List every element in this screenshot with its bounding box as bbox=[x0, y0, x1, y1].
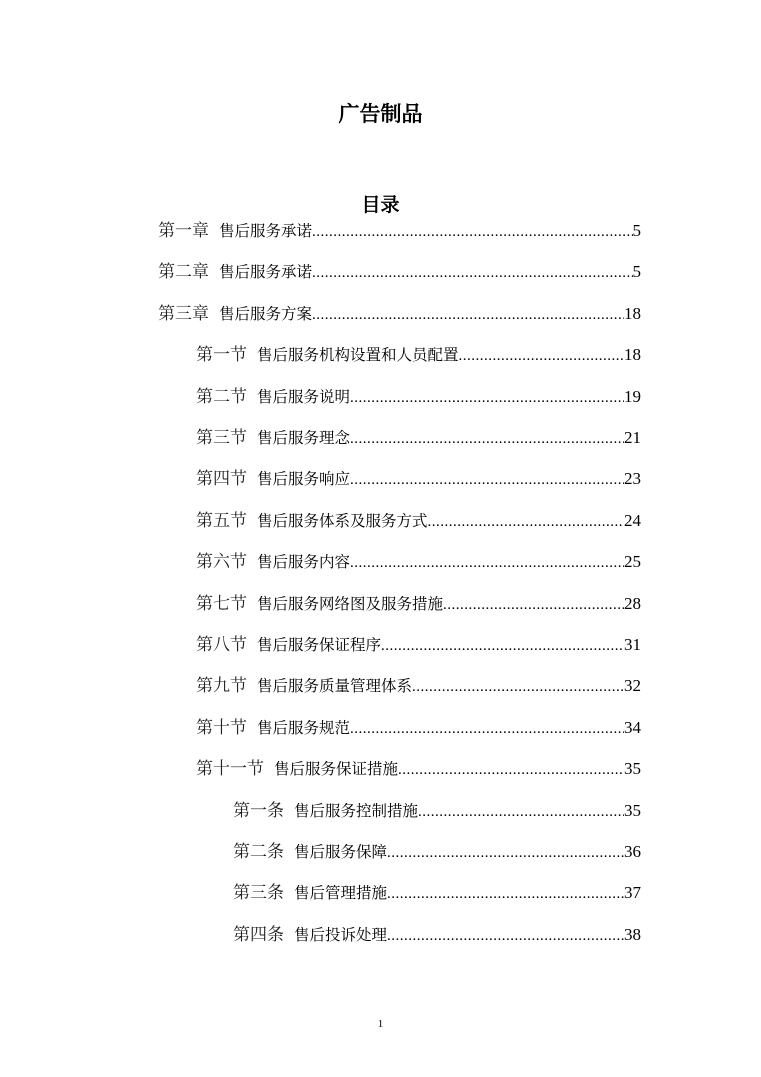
toc-entry-page: 32 bbox=[624, 676, 641, 696]
toc-entry[interactable] bbox=[233, 799, 641, 823]
toc-leader-dots bbox=[428, 510, 624, 534]
toc-entry-title: 售后服务理念 bbox=[257, 429, 351, 447]
toc-entry-page: 28 bbox=[624, 593, 641, 613]
toc-leader-dots bbox=[350, 427, 624, 451]
toc-entry-page: 35 bbox=[624, 759, 641, 779]
toc-entry-title: 售后服务保障 bbox=[294, 843, 388, 861]
toc-entry-page: 25 bbox=[624, 552, 641, 572]
toc-entry-number: 第八节 bbox=[196, 635, 247, 654]
toc-entry-title: 售后服务体系及服务方式 bbox=[257, 511, 428, 530]
toc-entry-number: 第一节 bbox=[196, 345, 247, 365]
page-number: 1 bbox=[377, 1018, 384, 1030]
toc-entry-page: 23 bbox=[624, 469, 641, 489]
toc-entry-title: 售后服务说明 bbox=[257, 387, 351, 406]
toc-entry-number: 第五节 bbox=[196, 510, 247, 530]
toc-leader-dots bbox=[443, 593, 624, 617]
toc-entry-number: 第三节 bbox=[196, 428, 247, 447]
toc-entry-page: 5 bbox=[632, 262, 641, 282]
toc-entry[interactable] bbox=[196, 674, 641, 698]
toc-entry-title: 售后服务保证程序 bbox=[257, 636, 382, 654]
toc-entry[interactable] bbox=[196, 343, 641, 367]
toc-entry[interactable] bbox=[196, 385, 641, 409]
toc-leader-dots bbox=[350, 717, 624, 741]
toc-entry-page: 5 bbox=[632, 221, 641, 240]
toc-entry-title: 售后服务规范 bbox=[257, 718, 351, 737]
toc-entry-number: 第一章 bbox=[158, 221, 209, 240]
toc-leader-dots bbox=[312, 303, 624, 327]
toc-entry-number: 第十一节 bbox=[196, 759, 264, 779]
toc-entry-title: 售后管理措施 bbox=[294, 884, 388, 903]
toc-entry[interactable] bbox=[233, 840, 641, 864]
toc-entry-title: 售后服务方案 bbox=[219, 304, 313, 323]
toc-entry-number: 第三章 bbox=[158, 303, 209, 323]
toc-entry-title: 售后投诉处理 bbox=[294, 925, 388, 944]
toc-entry-title: 售后服务机构设置和人员配置 bbox=[257, 346, 459, 365]
toc-entry[interactable] bbox=[196, 592, 641, 616]
toc-entry[interactable] bbox=[158, 219, 641, 243]
toc-entry-title: 售后服务响应 bbox=[257, 470, 351, 489]
toc-entry-number: 第二章 bbox=[158, 262, 209, 282]
document-title: 广告制品 bbox=[338, 102, 423, 126]
toc-entry-title: 售后服务承诺 bbox=[219, 222, 313, 240]
toc-leader-dots bbox=[381, 634, 624, 658]
toc-entry-page: 36 bbox=[624, 842, 641, 861]
toc-entry-title: 售后服务承诺 bbox=[219, 263, 313, 282]
toc-leader-dots bbox=[312, 261, 632, 285]
toc-entry-page: 18 bbox=[624, 303, 641, 323]
toc-leader-dots bbox=[459, 344, 624, 368]
toc-entry-number: 第四条 bbox=[233, 924, 284, 944]
toc-entry-page: 35 bbox=[624, 800, 641, 820]
toc-entry[interactable] bbox=[158, 302, 641, 326]
toc-entry-page: 21 bbox=[624, 428, 641, 447]
toc-entry-title: 售后服务内容 bbox=[257, 553, 351, 572]
toc-entry-page: 18 bbox=[624, 345, 641, 365]
toc-entry-page: 37 bbox=[624, 883, 641, 903]
toc-entry-title: 售后服务保证措施 bbox=[274, 760, 399, 779]
toc-entry-page: 31 bbox=[624, 635, 641, 654]
toc-entry-number: 第九节 bbox=[196, 676, 247, 696]
toc-entry-title: 售后服务质量管理体系 bbox=[257, 677, 413, 696]
toc-entry[interactable] bbox=[196, 426, 641, 450]
toc-entry-number: 第四节 bbox=[196, 469, 247, 489]
toc-entry[interactable] bbox=[196, 757, 641, 781]
toc-entry-number: 第三条 bbox=[233, 883, 284, 903]
toc-leader-dots bbox=[398, 758, 624, 782]
toc-entry-title: 售后服务控制措施 bbox=[294, 801, 419, 820]
toc-entry[interactable] bbox=[196, 509, 641, 533]
toc-leader-dots bbox=[350, 468, 624, 492]
toc-entry-number: 第一条 bbox=[233, 800, 284, 820]
toc-entry[interactable] bbox=[196, 550, 641, 574]
toc-entry[interactable] bbox=[158, 260, 641, 284]
toc-entry-number: 第十节 bbox=[196, 717, 247, 737]
toc-entry[interactable] bbox=[196, 716, 641, 740]
toc-leader-dots bbox=[418, 800, 624, 824]
toc-entry[interactable] bbox=[196, 467, 641, 491]
toc-leader-dots bbox=[312, 220, 632, 244]
toc-entry-number: 第六节 bbox=[196, 552, 247, 572]
toc-entry[interactable] bbox=[233, 881, 641, 905]
toc-entry-page: 38 bbox=[624, 924, 641, 944]
toc-entry-page: 34 bbox=[624, 717, 641, 737]
toc-leader-dots bbox=[387, 841, 624, 865]
toc-leader-dots bbox=[387, 882, 624, 906]
toc-heading: 目录 bbox=[361, 194, 400, 216]
toc-entry[interactable] bbox=[196, 633, 641, 657]
toc-leader-dots bbox=[350, 551, 624, 575]
toc-entry-page: 19 bbox=[624, 386, 641, 406]
toc-entry-page: 24 bbox=[624, 510, 641, 530]
toc-entry-number: 第二节 bbox=[196, 386, 247, 406]
toc-leader-dots bbox=[350, 386, 624, 410]
toc-entry-number: 第二条 bbox=[233, 842, 284, 861]
toc-entry[interactable] bbox=[233, 923, 641, 947]
toc-entry-number: 第七节 bbox=[196, 593, 247, 613]
toc-entry-title: 售后服务网络图及服务措施 bbox=[257, 594, 444, 613]
toc-leader-dots bbox=[387, 924, 624, 948]
toc-leader-dots bbox=[412, 675, 624, 699]
